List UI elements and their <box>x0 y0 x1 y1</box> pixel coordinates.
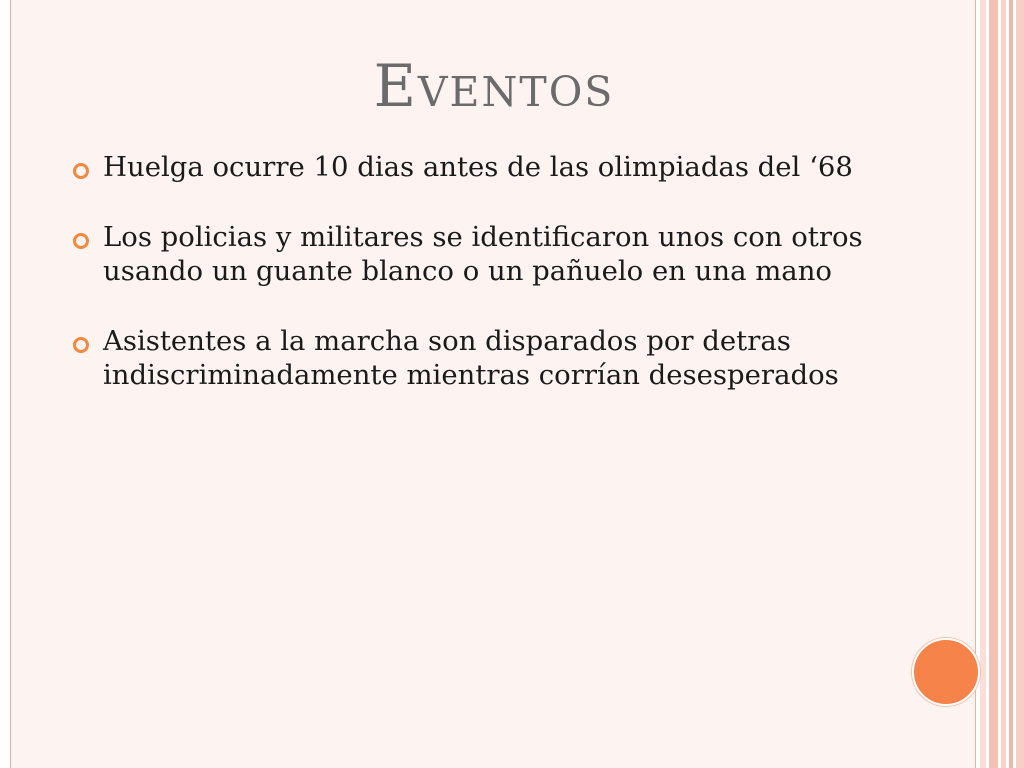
bullet-ring-icon <box>73 233 89 249</box>
bullet-item <box>73 150 893 184</box>
decorative-stripe <box>989 0 998 768</box>
slide-frame <box>10 0 976 768</box>
bullet-item <box>73 324 893 392</box>
bullet-ring-icon <box>73 163 89 179</box>
bullet-text: Asistentes a la marcha son disparados por detras indiscriminadamente mientras corrían desesperados <box>103 325 839 391</box>
bullet-text: Los policias y militares se identificaron unos con otros usando un guante blanco o un pañuelo en una mano <box>103 221 863 287</box>
bullet-item <box>73 220 893 288</box>
decorative-stripe <box>980 0 986 768</box>
slide-title: Eventos <box>373 52 615 120</box>
decorative-stripe <box>1001 0 1006 768</box>
decorative-stripe <box>1016 0 1024 768</box>
bullet-list <box>73 150 893 428</box>
orange-circle-icon <box>912 638 980 706</box>
bullet-text: Huelga ocurre 10 dias antes de las olimpiadas del ‘68 <box>103 151 853 183</box>
bullet-ring-icon <box>73 337 89 353</box>
decorative-stripe <box>1009 0 1013 768</box>
